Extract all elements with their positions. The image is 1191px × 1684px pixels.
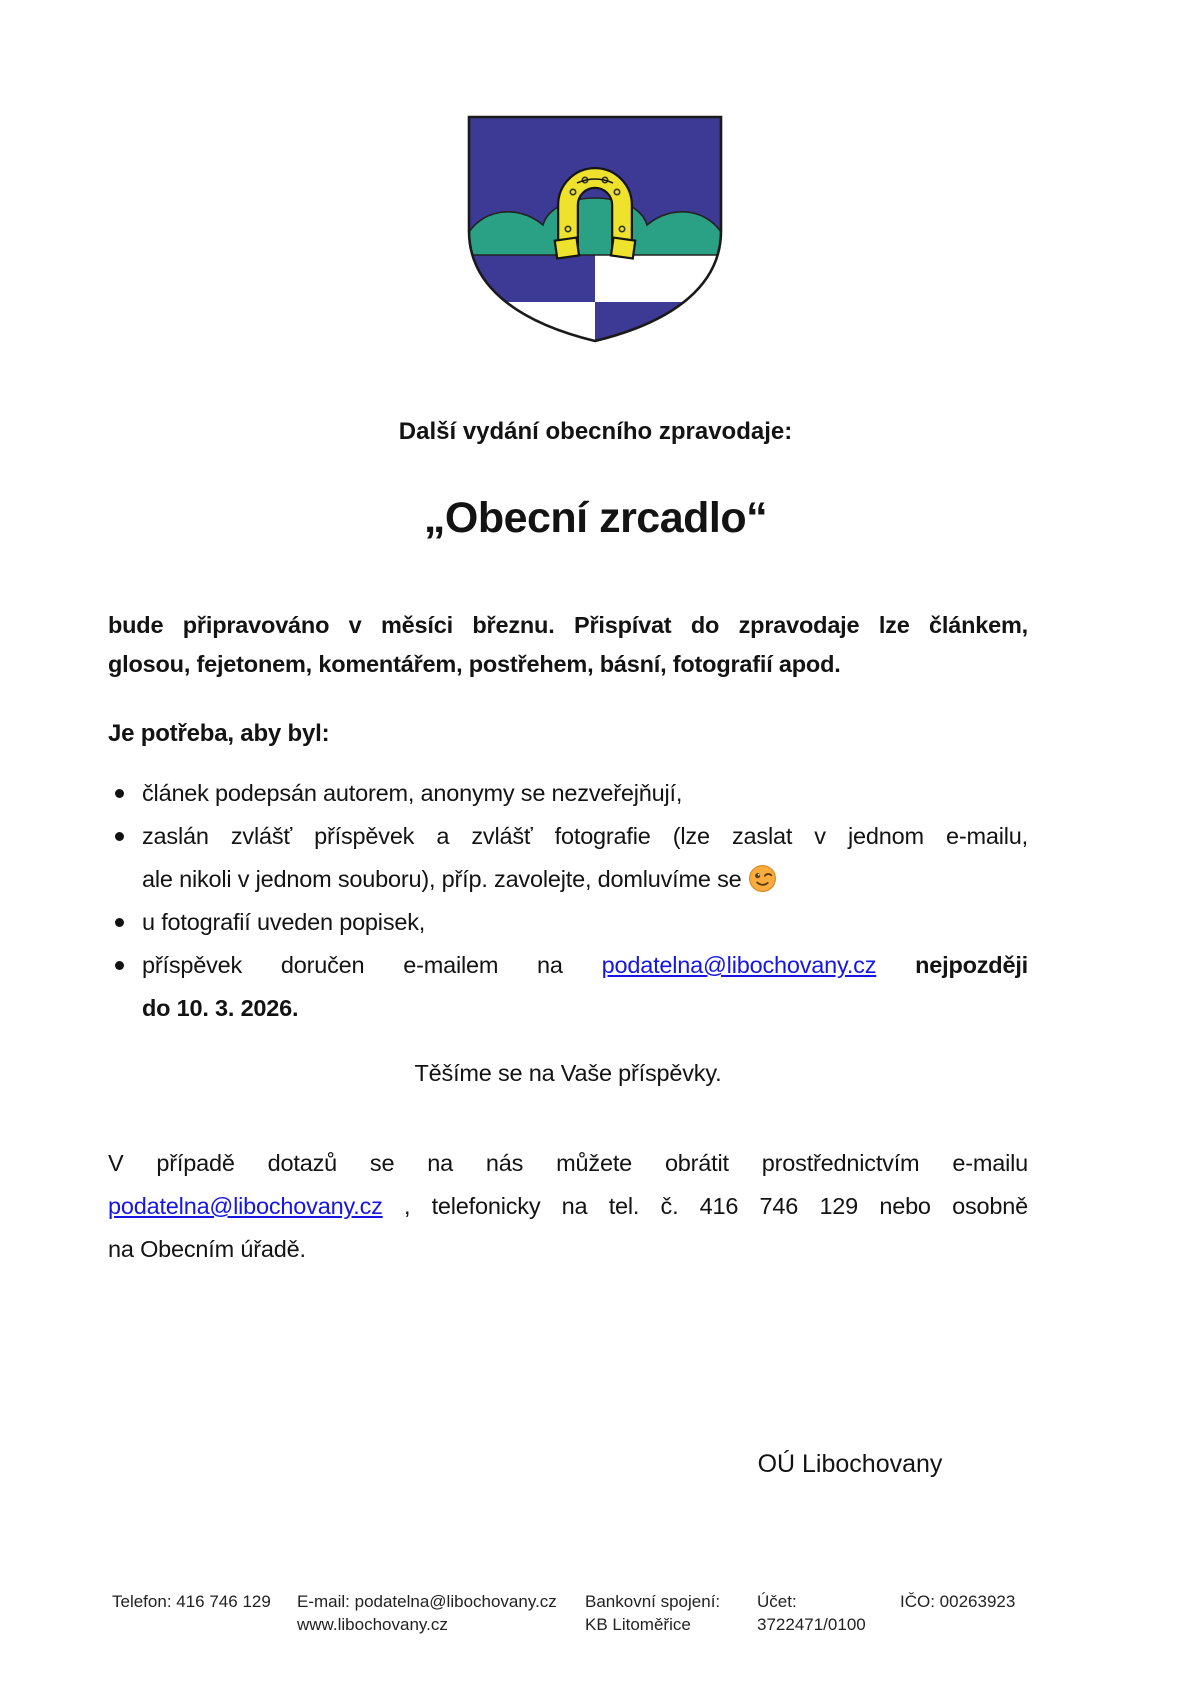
footer-account-block xyxy=(757,1590,866,1636)
footer-email: E-mail: podatelna@libochovany.cz xyxy=(297,1592,557,1611)
bullet-text: zaslán zvlášť příspěvek a zvlášť fotografie (lze zaslat v jednom e-mailu, xyxy=(142,823,1028,849)
paragraph-text: , telefonicky na tel. č. 416 746 129 nebo osobně xyxy=(403,1193,1028,1219)
closing-line: Těšíme se na Vaše příspěvky. xyxy=(414,1060,722,1086)
email-link[interactable]: podatelna@libochovany.cz xyxy=(108,1193,383,1219)
deadline-text: nejpozději xyxy=(915,952,1028,978)
newsletter-title: „Obecní zrcadlo“ xyxy=(423,494,768,542)
bullet-text: u fotografií uveden popisek, xyxy=(142,909,426,935)
paragraph-line: bude připravováno v měsíci březnu. Přispívat do zpravodaje lze článkem, xyxy=(108,612,1028,638)
paragraph-line: V případě dotazů se na nás můžete obrátit prostřednictvím e-mailu xyxy=(108,1150,1028,1176)
footer-account-label: Účet: xyxy=(757,1592,797,1611)
bullet-text: článek podepsán autorem, anonymy se nezveřejňují, xyxy=(142,780,683,806)
footer-ico: IČO: 00263923 xyxy=(900,1592,1016,1611)
footer-email-block xyxy=(297,1590,557,1636)
deadline-date: do 10. 3. 2026. xyxy=(142,995,299,1021)
paragraph-line: na Obecním úřadě. xyxy=(108,1236,306,1262)
footer-account-number: 3722471/0100 xyxy=(757,1615,866,1634)
footer-bank-label: Bankovní spojení: xyxy=(585,1592,721,1611)
email-link[interactable]: podatelna@libochovany.cz xyxy=(601,952,877,978)
paragraph-line: glosou, fejetonem, komentářem, postřehem, básní, fotografií apod. xyxy=(108,651,841,677)
footer-bank-block xyxy=(585,1590,720,1636)
footer-bank-name: KB Litoměřice xyxy=(585,1615,691,1634)
signature: OÚ Libochovany xyxy=(757,1450,943,1478)
requirements-heading: Je potřeba, aby byl: xyxy=(108,720,330,747)
footer-phone: Telefon: 416 746 129 xyxy=(112,1592,271,1611)
bullet-text-prefix: příspěvek doručen e-mailem na xyxy=(142,952,563,978)
bullet-text-line: ale nikoli v jednom souboru), příp. zavolejte, domluvíme se xyxy=(142,866,742,892)
intro-heading: Další vydání obecního zpravodaje: xyxy=(398,418,793,445)
footer-website: www.libochovany.cz xyxy=(297,1615,448,1634)
